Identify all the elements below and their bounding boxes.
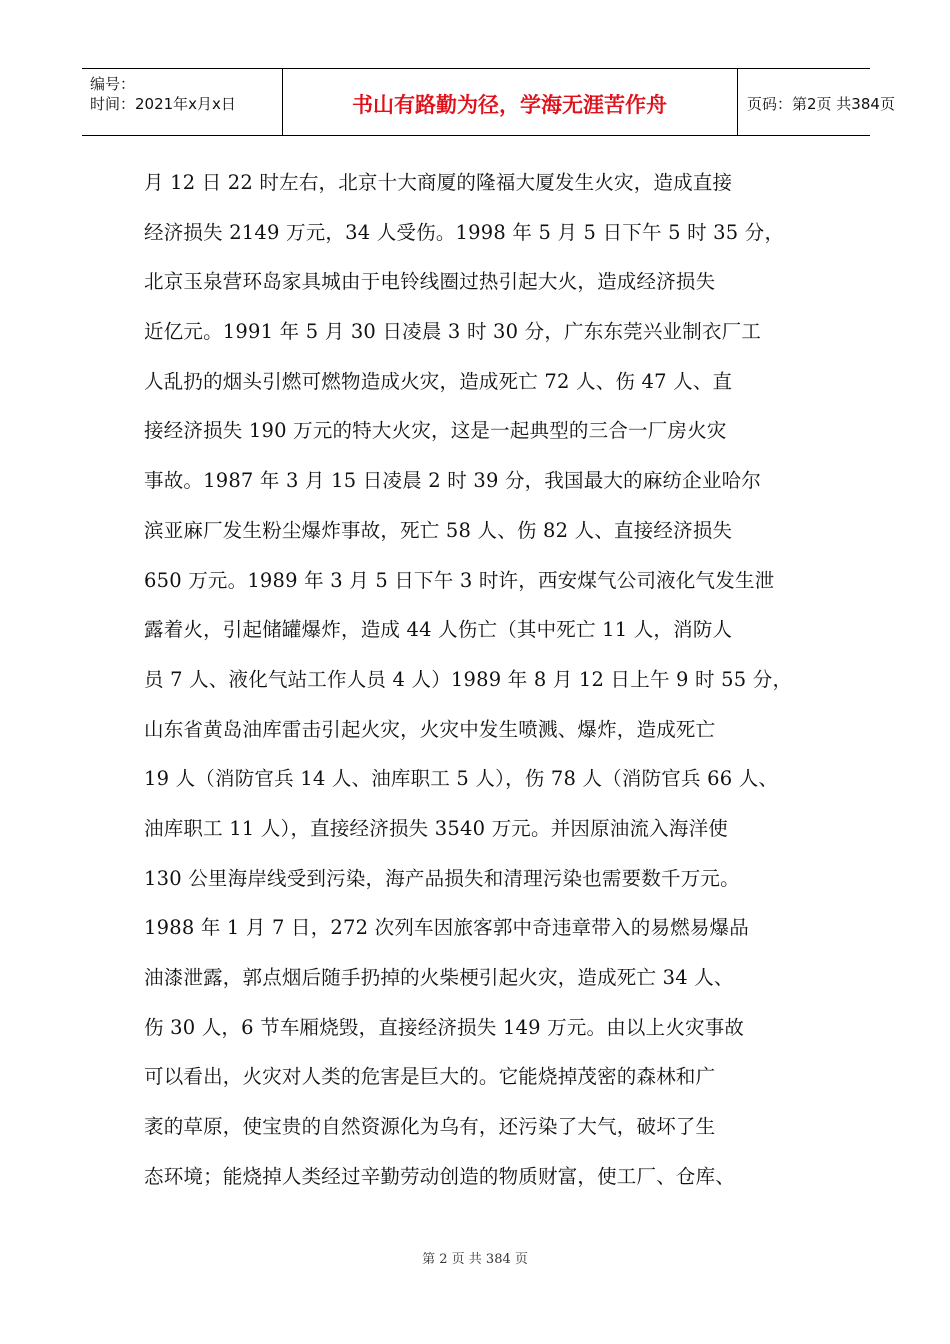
body-line: 近亿元。1991 年 5 月 30 日凌晨 3 时 30 分，广东东莞兴业制衣厂工 <box>144 320 762 344</box>
body-line: 滨亚麻厂发生粉尘爆炸事故，死亡 58 人、伤 82 人、直接经济损失 <box>144 518 733 542</box>
body-line: 19 人（消防官兵 14 人、油库职工 5 人），伤 78 人（消防官兵 66 人、 <box>144 767 779 791</box>
body-line: 露着火，引起储罐爆炸，造成 44 人伤亡（其中死亡 11 人，消防人 <box>144 618 733 642</box>
document-time-label: 时间：2021年x月x日 <box>90 95 236 113</box>
body-line: 130 公里海岸线受到污染，海产品损失和清理污染也需要数千万元。 <box>144 866 740 890</box>
page-header <box>82 68 895 136</box>
document-number-label: 编号： <box>90 75 136 93</box>
body-line: 经济损失 2149 万元，34 人受伤。1998 年 5 月 5 日下午 5 时 35 分， <box>144 220 785 244</box>
body-line: 员 7 人、液化气站工作人员 4 人）1989 年 8 月 12 日上午 9 时 55 分， <box>144 667 793 691</box>
page-footer: 第 2 页 共 384 页 <box>422 1252 528 1267</box>
body-line: 人乱扔的烟头引燃可燃物造成火灾，造成死亡 72 人、伤 47 人、直 <box>144 369 733 393</box>
body-line: 1988 年 1 月 7 日，272 次列车因旅客郭中奇违章带入的易燃易爆品 <box>144 916 749 940</box>
body-line: 月 12 日 22 时左右，北京十大商厦的隆福大厦发生火灾，造成直接 <box>144 171 733 194</box>
body-line: 伤 30 人，6 节车厢烧毁，直接经济损失 149 万元。由以上火灾事故 <box>144 1015 745 1039</box>
body-text <box>144 158 824 1201</box>
header-motto: 书山有路勤为径，学海无涯苦作舟 <box>352 93 667 117</box>
body-line: 接经济损失 190 万元的特大火灾，这是一起典型的三合一厂房火灾 <box>144 419 727 443</box>
header-info-cell <box>82 69 283 135</box>
body-line: 事故。1987 年 3 月 15 日凌晨 2 时 39 分，我国最大的麻纺企业哈尔 <box>144 469 762 493</box>
body-line: 态环境；能烧掉人类经过辛勤劳动创造的物质财富，使工厂、仓库、 <box>144 1164 736 1188</box>
body-line: 北京玉泉营环岛家具城由于电铃线圈过热引起大火，造成经济损失 <box>144 270 716 294</box>
body-line: 650 万元。1989 年 3 月 5 日下午 3 时许，西安煤气公司液化气发生泄 <box>144 568 775 592</box>
header-page-cell <box>737 69 895 135</box>
body-line: 油库职工 11 人），直接经济损失 3540 万元。并因原油流入海洋使 <box>144 816 728 840</box>
body-line: 袤的草原，使宝贵的自然资源化为乌有，还污染了大气，破坏了生 <box>144 1115 716 1139</box>
body-line: 油漆泄露，郭点烟后随手扔掉的火柴梗引起火灾，造成死亡 34 人、 <box>144 966 734 989</box>
body-line: 山东省黄岛油库雷击引起火灾，火灾中发生喷溅、爆炸，造成死亡 <box>144 717 716 741</box>
header-page-code: 页码：第2页 共384页 <box>747 95 895 113</box>
body-line: 可以看出，火灾对人类的危害是巨大的。它能烧掉茂密的森林和广 <box>144 1065 716 1089</box>
header-motto-cell <box>282 69 738 135</box>
